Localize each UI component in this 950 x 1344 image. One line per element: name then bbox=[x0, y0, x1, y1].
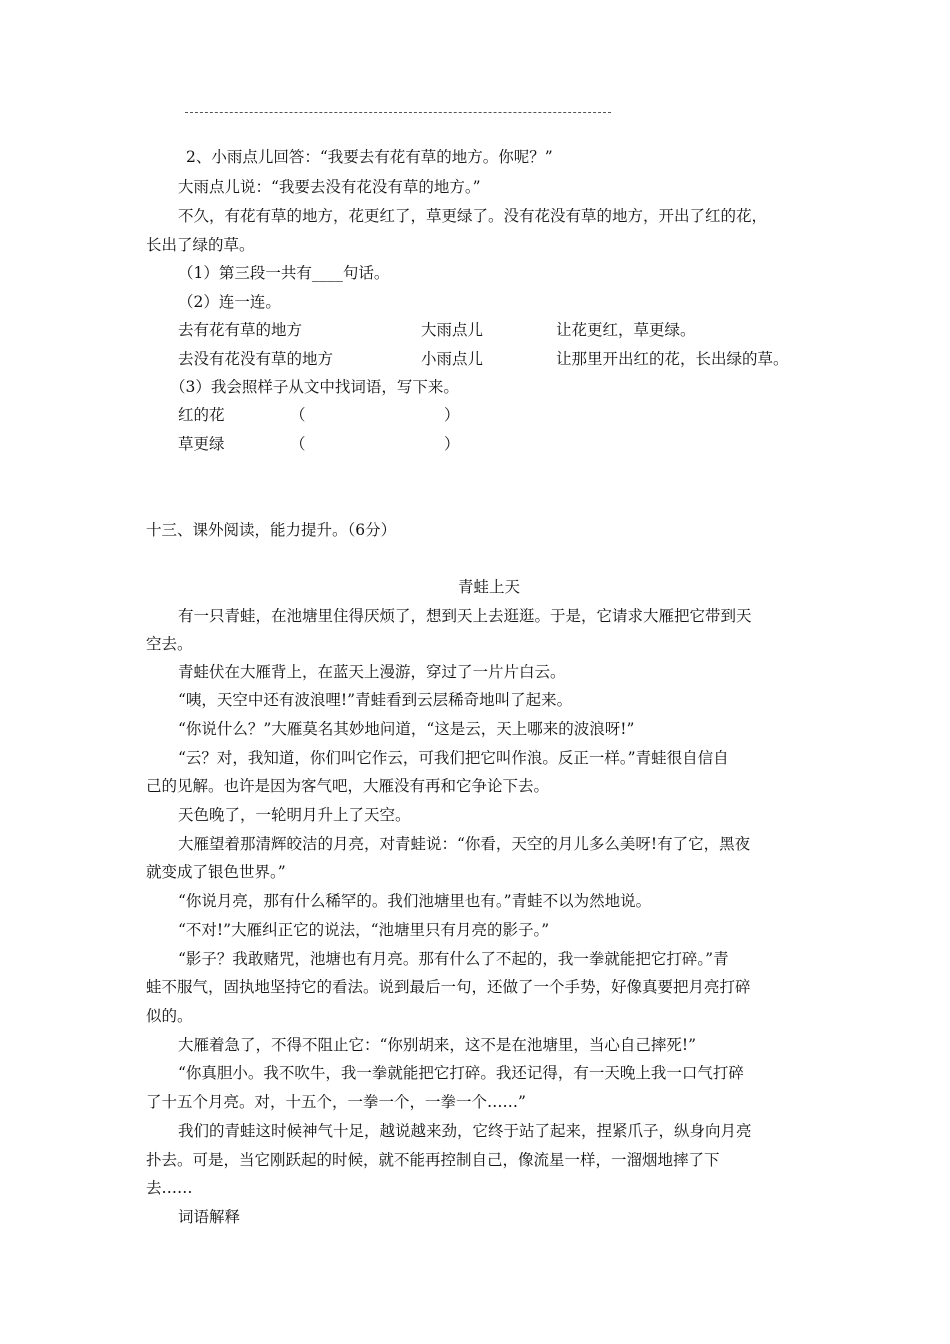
story-line: 天色晚了，一轮明月升上了天空。 bbox=[178, 806, 411, 824]
match-mid-2: 小雨点儿 bbox=[421, 350, 484, 368]
example-word-2: 草更绿 bbox=[178, 435, 225, 453]
story-line: 空去。 bbox=[146, 635, 193, 653]
match-mid-1: 大雨点儿 bbox=[421, 321, 484, 339]
example-close-paren-2: ） bbox=[444, 435, 460, 453]
q2-sub-question-3: （3）我会照样子从文中找词语，写下来。 bbox=[170, 378, 459, 396]
match-left-2: 去没有花没有草的地方 bbox=[178, 350, 334, 368]
match-right-2: 让那里开出红的花，长出绿的草。 bbox=[556, 350, 789, 368]
section-13-heading: 十三、课外阅读，能力提升。（6分） bbox=[146, 521, 397, 539]
story-line: 己的见解。也许是因为客气吧，大雁没有再和它争论下去。 bbox=[146, 777, 550, 795]
q2-line-4: 长出了绿的草。 bbox=[146, 236, 255, 254]
vocab-label: 词语解释 bbox=[178, 1208, 241, 1226]
story-line: 似的。 bbox=[146, 1007, 193, 1025]
story-line: 大雁望着那清辉皎洁的月亮，对青蛙说：“你看，天空的月儿多么美呀!有了它，黑夜 bbox=[178, 835, 751, 853]
story-line: 扑去。可是，当它刚跃起的时候，就不能再控制自己，像流星一样，一溜烟地摔了下 bbox=[146, 1151, 720, 1169]
story-line: 就变成了银色世界。” bbox=[146, 863, 286, 881]
q2-sub-question-1: （1）第三段一共有____句话。 bbox=[178, 264, 390, 282]
q2-sub-question-2: （2）连一连。 bbox=[178, 293, 281, 311]
story-line: 了十五个月亮。对，十五个，一拳一个，一拳一个……” bbox=[146, 1093, 526, 1111]
story-line: “你说月亮，那有什么稀罕的。我们池塘里也有。”青蛙不以为然地说。 bbox=[178, 892, 652, 910]
example-close-paren-1: ） bbox=[444, 406, 460, 424]
story-line: “影子？我敢赌咒，池塘也有月亮。那有什么了不起的，我一拳就能把它打碎。”青 bbox=[178, 950, 729, 968]
match-left-1: 去有花有草的地方 bbox=[178, 321, 303, 339]
story-line: “你真胆小。我不吹牛，我一拳就能把它打碎。我还记得，有一天晚上我一口气打碎 bbox=[178, 1064, 744, 1082]
example-open-paren-1: （ bbox=[290, 406, 306, 424]
story-line: “咦，天空中还有波浪哩!”青蛙看到云层稀奇地叫了起来。 bbox=[178, 691, 573, 709]
story-line: “云？对，我知道，你们叫它作云，可我们把它叫作浪。反正一样。”青蛙很自信自 bbox=[178, 749, 729, 767]
story-line: “你说什么？”大雁莫名其妙地问道，“这是云，天上哪来的波浪呀!” bbox=[178, 720, 635, 738]
answer-dashed-line bbox=[185, 112, 611, 113]
story-line: 去…… bbox=[146, 1179, 193, 1197]
example-open-paren-2: （ bbox=[290, 435, 306, 453]
story-line: 我们的青蛙这时候神气十足，越说越来劲，它终于站了起来，捏紧爪子，纵身向月亮 bbox=[178, 1122, 752, 1140]
story-line: “不对!”大雁纠正它的说法，“池塘里只有月亮的影子。” bbox=[178, 921, 550, 939]
match-right-1: 让花更红，草更绿。 bbox=[556, 321, 696, 339]
story-line: 蛙不服气，固执地坚持它的看法。说到最后一句，还做了一个手势，好像真要把月亮打碎 bbox=[146, 978, 751, 996]
q2-line-1: 2、小雨点儿回答：“我要去有花有草的地方。你呢？” bbox=[186, 148, 553, 166]
example-word-1: 红的花 bbox=[178, 406, 225, 424]
story-line: 大雁着急了，不得不阻止它：“你别胡来，这不是在池塘里，当心自己摔死!” bbox=[178, 1036, 697, 1054]
story-line: 青蛙伏在大雁背上，在蓝天上漫游，穿过了一片片白云。 bbox=[178, 663, 566, 681]
story-line: 有一只青蛙，在池塘里住得厌烦了，想到天上去逛逛。于是，它请求大雁把它带到天 bbox=[178, 607, 752, 625]
story-title: 青蛙上天 bbox=[458, 578, 521, 596]
q2-line-3: 不久，有花有草的地方，花更红了，草更绿了。没有花没有草的地方，开出了红的花， bbox=[178, 207, 768, 225]
q2-line-2: 大雨点儿说：“我要去没有花没有草的地方。” bbox=[178, 178, 481, 196]
